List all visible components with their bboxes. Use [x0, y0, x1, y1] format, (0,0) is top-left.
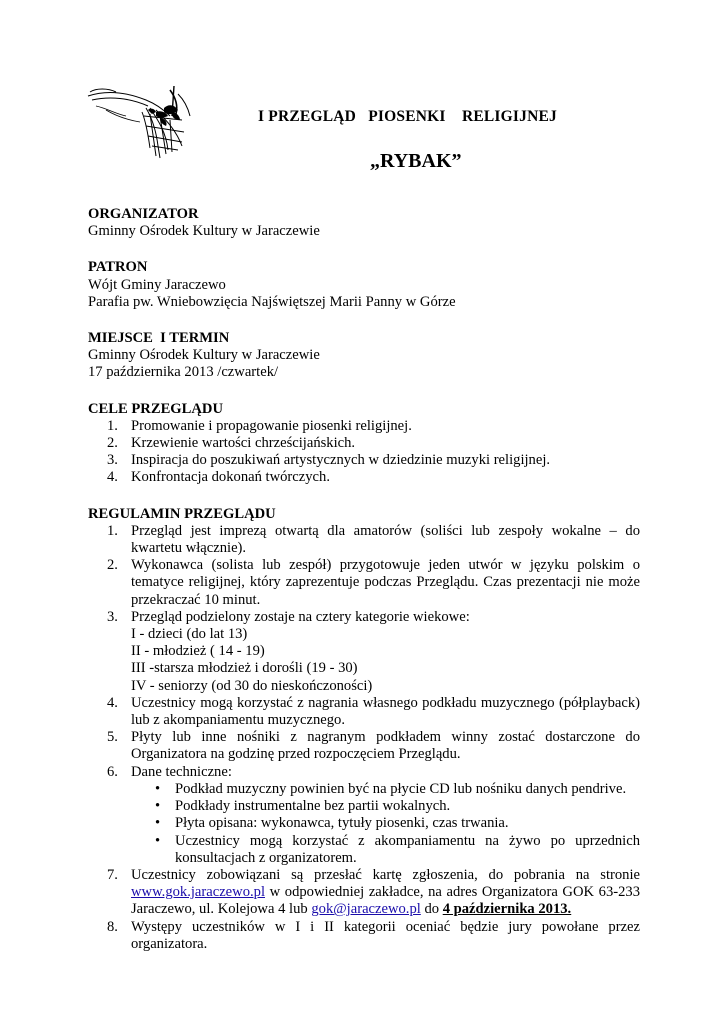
list-item	[88, 435, 640, 452]
event-name: „RYBAK”	[370, 150, 462, 172]
bullet-icon: •	[155, 798, 161, 815]
item-number: 4.	[107, 469, 118, 486]
bullet-item	[131, 798, 640, 815]
page-title: I PRZEGLĄD PIOSENKI RELIGIJNEJ	[258, 108, 557, 125]
item-number: 7.	[107, 866, 118, 883]
section-organizator	[88, 206, 640, 240]
age-category: IV - seniorzy (od 30 do nieskończoności)	[131, 677, 373, 694]
item-text: lub z akompaniamentu muzycznego.	[131, 712, 345, 729]
item-number: 2.	[107, 435, 118, 452]
section-heading: CELE PRZEGLĄDU	[88, 400, 224, 417]
technical-list	[131, 781, 640, 867]
section-regulamin	[88, 506, 640, 953]
item-text: Promowanie i propagowanie piosenki religijnej.	[131, 417, 412, 434]
item-text: Inspiracja do poszukiwań artystycznych w dziedzinie muzyki religijnej.	[131, 452, 551, 469]
document-body	[88, 206, 640, 972]
item-text: Płyty lub inne nośniki z nagranym podkładem winny zostać dostarczone do	[131, 729, 640, 746]
list-item	[88, 919, 640, 953]
event-date: 17 października 2013 /czwartek/	[88, 364, 279, 381]
organizer-name: Gminny Ośrodek Kultury w Jaraczewie	[88, 223, 320, 240]
item-text-line	[131, 901, 640, 918]
item-text: tematyce religijnej, który zaprezentuje podczas Przeglądu. Czas prezentacji nie może	[131, 574, 640, 591]
item-number: 4.	[107, 694, 118, 711]
item-number: 3.	[107, 608, 118, 625]
item-number: 3.	[107, 452, 118, 469]
item-text: Uczestnicy mogą korzystać z akompaniamentu na żywo po uprzednich	[175, 832, 640, 849]
section-heading: PATRON	[88, 259, 148, 276]
item-text: przekraczać 10 minut.	[131, 591, 261, 608]
fishing-net-logo	[86, 86, 192, 160]
item-text: Płyta opisana: wykonawca, tytuły piosenki, czas trwania.	[175, 815, 509, 832]
list-item	[88, 609, 640, 695]
item-text: Uczestnicy mogą korzystać z nagrania własnego podkładu muzycznego (półplayback)	[131, 694, 640, 711]
age-category: III -starsza młodzież i dorośli (19 - 30)	[131, 660, 358, 677]
section-heading: MIEJSCE I TERMIN	[88, 330, 230, 347]
list-item	[88, 867, 640, 919]
bullet-icon: •	[155, 780, 161, 797]
deadline-date: 4 października 2013.	[442, 901, 572, 918]
item-text: do	[420, 901, 443, 918]
list-item	[88, 695, 640, 729]
bullet-item	[131, 833, 640, 867]
website-link[interactable]: www.gok.jaraczewo.pl	[131, 884, 265, 901]
age-category: I - dzieci (do lat 13)	[131, 626, 248, 643]
item-text: Podkłady instrumentalne bez partii wokalnych.	[175, 798, 451, 815]
item-number: 2.	[107, 557, 118, 574]
item-text: w odpowiedniej zakładce, na adres Organizatora GOK 63-233	[265, 884, 640, 901]
age-category: II - młodzież ( 14 - 19)	[131, 643, 265, 660]
item-text: Uczestnicy zobowiązani są przesłać kartę zgłoszenia, do pobrania na stronie	[131, 866, 640, 883]
list-item	[88, 452, 640, 469]
item-text: Konfrontacja dokonań twórczych.	[131, 469, 330, 486]
item-text: Jaraczewo, ul. Kolejowa 4 lub	[131, 901, 312, 918]
item-number: 8.	[107, 918, 118, 935]
item-text: Wykonawca (solista lub zespół) przygotowuje jeden utwór w języku polskim o	[131, 557, 640, 574]
item-text: organizatora.	[131, 935, 208, 952]
section-heading: REGULAMIN PRZEGLĄDU	[88, 505, 276, 522]
bullet-item	[131, 815, 640, 832]
section-cele	[88, 401, 640, 487]
list-item	[88, 469, 640, 486]
section-patron	[88, 259, 640, 311]
item-number: 1.	[107, 522, 118, 539]
bullet-icon: •	[155, 832, 161, 849]
patron-line: Wójt Gminy Jaraczewo	[88, 276, 226, 293]
item-text: Podkład muzyczny powinien być na płycie CD lub nośniku danych pendrive.	[175, 780, 627, 797]
list-item	[88, 557, 640, 609]
item-number: 6.	[107, 763, 118, 780]
list-item	[88, 729, 640, 763]
item-text: Występy uczestników w I i II kategorii oceniać będzie jury powołane przez	[131, 918, 640, 935]
item-number: 5.	[107, 729, 118, 746]
section-miejsce-termin	[88, 330, 640, 382]
rules-list	[88, 523, 640, 953]
item-number: 1.	[107, 417, 118, 434]
patron-line: Parafia pw. Wniebowzięcia Najświętszej Marii Panny w Górze	[88, 293, 456, 310]
list-item	[88, 418, 640, 435]
item-text: kwartetu włącznie).	[131, 540, 247, 557]
item-text: konsultacjach z organizatorem.	[175, 849, 357, 866]
item-text-line	[131, 884, 640, 901]
item-text: Przegląd jest imprezą otwartą dla amatorów (soliści lub zespoły wokalne – do	[131, 522, 640, 539]
item-text: Organizatora na godzinę przed rozpoczęciem Przeglądu.	[131, 746, 461, 763]
item-text: Dane techniczne:	[131, 763, 232, 780]
email-link[interactable]: gok@jaraczewo.pl	[311, 901, 421, 918]
item-text: Przegląd podzielony zostaje na cztery kategorie wiekowe:	[131, 608, 470, 625]
list-item	[88, 764, 640, 867]
item-text: Krzewienie wartości chrześcijańskich.	[131, 435, 356, 452]
section-heading: ORGANIZATOR	[88, 206, 199, 222]
list-item	[88, 523, 640, 557]
bullet-icon: •	[155, 815, 161, 832]
venue: Gminny Ośrodek Kultury w Jaraczewie	[88, 347, 320, 364]
bullet-item	[131, 781, 640, 798]
goals-list	[88, 418, 640, 487]
